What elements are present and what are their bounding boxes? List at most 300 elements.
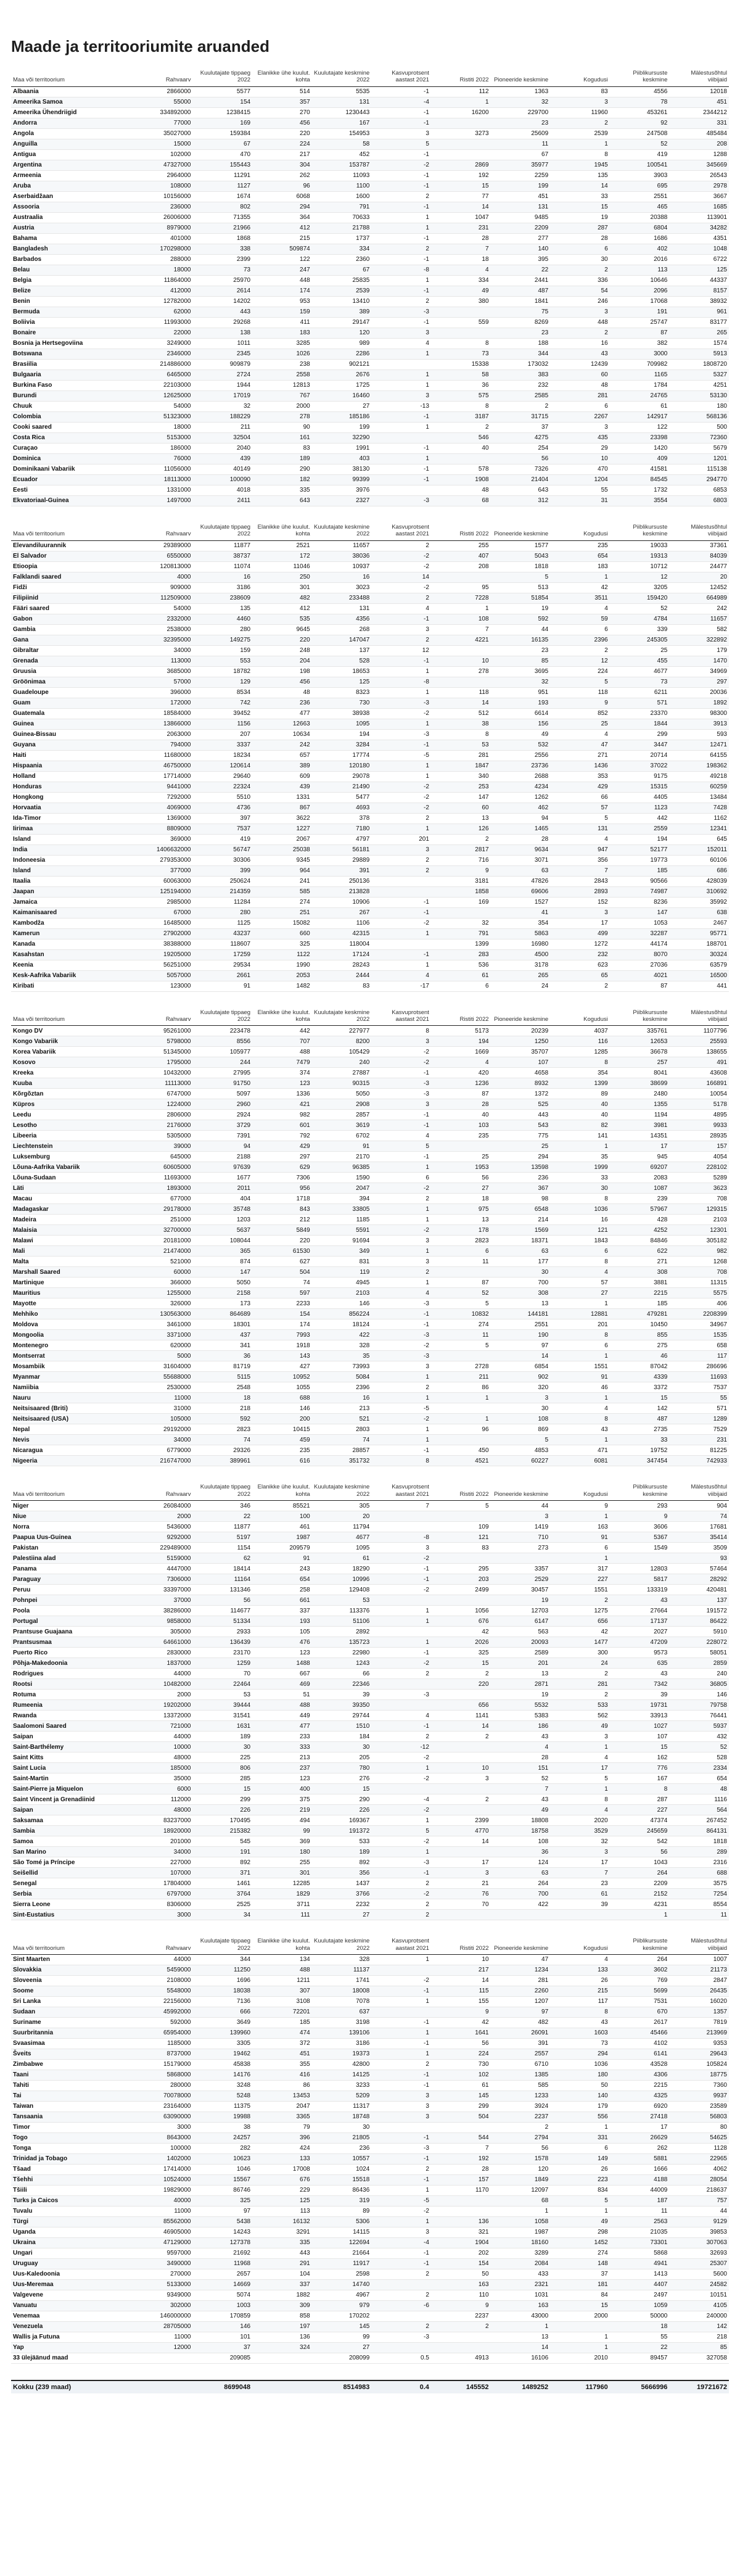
table-row xyxy=(11,1456,729,1466)
table-cell: 264 xyxy=(610,1954,670,1965)
table-cell: 1 xyxy=(371,1996,431,2007)
table-cell: 3 xyxy=(550,1847,610,1857)
table-cell: 2585 xyxy=(491,390,551,401)
table-cell: 8 xyxy=(610,1784,670,1794)
table-cell: 58 xyxy=(312,139,372,149)
table-cell: -3 xyxy=(371,1857,431,1868)
table-cell: 34967 xyxy=(669,1319,729,1330)
table-cell: 16 xyxy=(550,338,610,349)
table-cell: 3365 xyxy=(252,2112,312,2122)
total-cell: 8699048 xyxy=(192,2380,252,2393)
table-cell: 2866000 xyxy=(133,86,193,97)
table-cell: 1 xyxy=(371,960,431,970)
table-cell: 55688000 xyxy=(133,1372,193,1382)
table-cell: 37 xyxy=(550,2269,610,2279)
table-cell: 73 xyxy=(431,349,491,359)
table-cell: 3 xyxy=(371,2227,431,2237)
country-name: Türgi xyxy=(11,2216,133,2227)
table-cell: 104 xyxy=(252,2269,312,2279)
table-cell: 1 xyxy=(371,275,431,286)
table-cell: 25307 xyxy=(669,2258,729,2269)
header-row xyxy=(11,1482,729,1500)
table-cell: 462 xyxy=(491,803,551,813)
table-cell: 629 xyxy=(252,1162,312,1173)
table-cell: 412000 xyxy=(133,286,193,296)
table-cell: 3 xyxy=(550,97,610,107)
table-cell: 43237 xyxy=(192,928,252,939)
table-cell: 661 xyxy=(252,1595,312,1606)
table-cell xyxy=(431,907,491,918)
table-row xyxy=(11,803,729,813)
table-cell: 4693 xyxy=(312,803,372,813)
table-cell: -2 xyxy=(371,1585,431,1595)
table-cell: 2360 xyxy=(312,254,372,265)
table-cell: 1904 xyxy=(431,2237,491,2248)
table-cell: -2 xyxy=(371,708,431,719)
table-row xyxy=(11,656,729,666)
table-cell: 147 xyxy=(431,792,491,803)
table-cell: 23589 xyxy=(669,2101,729,2112)
table-cell: 219 xyxy=(252,1805,312,1815)
table-cell: 25 xyxy=(550,719,610,729)
table-cell: 147047 xyxy=(312,635,372,645)
table-cell: 8 xyxy=(550,1257,610,1267)
table-row xyxy=(11,593,729,603)
table-row xyxy=(11,1616,729,1627)
table-cell: 300 xyxy=(550,1648,610,1658)
table-cell: 5 xyxy=(550,1773,610,1784)
table-row xyxy=(11,1330,729,1340)
country-name: Assooria xyxy=(11,202,133,212)
table-cell: 2011 xyxy=(192,1183,252,1194)
table-cell: 2806000 xyxy=(133,1110,193,1120)
table-cell: 30306 xyxy=(192,855,252,865)
table-cell: 8534 xyxy=(192,687,252,698)
country-name: Sudaan xyxy=(11,2007,133,2017)
table-cell: 131 xyxy=(550,824,610,834)
table-cell: -2 xyxy=(371,803,431,813)
table-cell: 14 xyxy=(431,1721,491,1732)
table-cell: -2 xyxy=(371,1553,431,1564)
country-name: Bosnia ja Hertsegoviina xyxy=(11,338,133,349)
table-cell: -2 xyxy=(371,1773,431,1784)
table-cell: 20714 xyxy=(610,750,670,761)
table-cell: 456 xyxy=(252,677,312,687)
table-cell: 429 xyxy=(252,1141,312,1152)
table-cell: 61 xyxy=(431,970,491,981)
table-cell: 43528 xyxy=(610,2059,670,2070)
table-cell: 248 xyxy=(252,645,312,656)
table-cell: 11000 xyxy=(133,2206,193,2216)
country-name: Pakistan xyxy=(11,1543,133,1553)
table-cell: 1 xyxy=(371,1204,431,1215)
table-cell: 298 xyxy=(550,2227,610,2237)
table-cell: 99 xyxy=(252,1826,312,1836)
table-cell: 11375 xyxy=(192,2101,252,2112)
country-name: Bangladesh xyxy=(11,244,133,254)
table-cell: 5881 xyxy=(610,2153,670,2164)
table-cell: 2 xyxy=(550,1595,610,1606)
table-cell: 742933 xyxy=(669,1456,729,1466)
table-cell: 17714000 xyxy=(133,771,193,782)
table-cell: 1849 xyxy=(491,2174,551,2185)
table-cell: 116 xyxy=(550,1036,610,1047)
table-cell: 333 xyxy=(252,1742,312,1752)
table-row xyxy=(11,624,729,635)
table-cell: 2152 xyxy=(610,1889,670,1899)
table-cell: 13 xyxy=(491,1669,551,1679)
table-cell: 1043 xyxy=(610,1857,670,1868)
table-cell: 142 xyxy=(610,1403,670,1414)
table-cell: 66 xyxy=(312,1669,372,1679)
table-cell: 4221 xyxy=(431,635,491,645)
column-header: Ristiti 2022 xyxy=(431,1482,491,1500)
tables-container xyxy=(11,68,729,2364)
country-name: Moldova xyxy=(11,1319,133,1330)
table-cell: 5637 xyxy=(192,1225,252,1236)
header-row xyxy=(11,1936,729,1954)
table-row xyxy=(11,2216,729,2227)
table-cell: 8 xyxy=(431,338,491,349)
country-name: Ameerika Ühendriigid xyxy=(11,107,133,118)
table-cell: 5084 xyxy=(312,1372,372,1382)
table-cell: 4 xyxy=(491,1742,551,1752)
table-cell: 2 xyxy=(431,422,491,432)
table-cell: 1 xyxy=(371,824,431,834)
country-name: Belau xyxy=(11,265,133,275)
table-row xyxy=(11,380,729,390)
table-cell: 23 xyxy=(491,328,551,338)
table-cell: 283 xyxy=(431,949,491,960)
table-cell: 477 xyxy=(252,1721,312,1732)
table-row xyxy=(11,233,729,244)
table-cell: 8157 xyxy=(669,286,729,296)
table-cell: 95771 xyxy=(669,928,729,939)
table-cell: 1 xyxy=(371,761,431,771)
table-cell: 152 xyxy=(550,897,610,907)
table-cell: 146 xyxy=(312,1298,372,1309)
table-cell: 18000 xyxy=(133,265,193,275)
table-cell: 351732 xyxy=(312,1456,372,1466)
table-cell: 4 xyxy=(550,1954,610,1965)
table-cell: 117 xyxy=(669,1351,729,1361)
table-cell: 68 xyxy=(431,495,491,506)
country-name: Kongo Vabariik xyxy=(11,1036,133,1047)
header-row xyxy=(11,1008,729,1026)
country-name: São Tomé ja Príncipe xyxy=(11,1857,133,1868)
table-cell: 402 xyxy=(610,244,670,254)
table-cell: 757 xyxy=(669,2195,729,2206)
table-cell: 10524000 xyxy=(133,2174,193,2185)
table-cell: 3000 xyxy=(133,2122,193,2132)
table-cell: 68 xyxy=(491,2195,551,2206)
table-cell: 19033 xyxy=(610,540,670,551)
table-cell: 9129 xyxy=(669,2216,729,2227)
table-cell: 140 xyxy=(491,244,551,254)
table-cell: 174 xyxy=(252,286,312,296)
table-cell: 1289 xyxy=(669,1414,729,1424)
table-cell: 281 xyxy=(491,1975,551,1986)
column-header: Mälestusõhtul viibijaid xyxy=(669,68,729,86)
table-cell: 180 xyxy=(669,401,729,411)
table-cell: -2 xyxy=(371,782,431,792)
table-cell: 29389000 xyxy=(133,540,193,551)
table-cell: 2047 xyxy=(252,2101,312,2112)
table-cell: 2 xyxy=(371,296,431,307)
table-cell: 270 xyxy=(252,107,312,118)
table-cell: 1125 xyxy=(192,918,252,928)
table-cell: 979 xyxy=(312,2300,372,2311)
table-cell: 5306 xyxy=(312,2216,372,2227)
table-cell: 11917 xyxy=(312,2258,372,2269)
table-row xyxy=(11,1319,729,1330)
table-cell: 19829000 xyxy=(133,2185,193,2195)
column-header: Maa või territoorium xyxy=(11,1008,133,1026)
table-cell: 5197 xyxy=(192,1532,252,1543)
table-cell: 39444 xyxy=(192,1700,252,1711)
table-cell: 62 xyxy=(192,1553,252,1564)
table-cell: 7306000 xyxy=(133,1574,193,1585)
table-row xyxy=(11,1868,729,1878)
table-cell: 559 xyxy=(431,317,491,328)
table-cell: 4895 xyxy=(669,1110,729,1120)
table-cell: 238 xyxy=(252,359,312,369)
table-cell: 1107796 xyxy=(669,1026,729,1036)
table-cell: -1 xyxy=(371,2070,431,2080)
country-name: Tšaad xyxy=(11,2164,133,2174)
table-cell: 389961 xyxy=(192,1456,252,1466)
column-header: Kogudusi xyxy=(550,1482,610,1500)
table-cell: 173032 xyxy=(491,359,551,369)
table-row xyxy=(11,2185,729,2195)
table-cell: 297 xyxy=(669,677,729,687)
table-row xyxy=(11,897,729,907)
table-cell: 15 xyxy=(192,1784,252,1794)
table-cell: 2 xyxy=(431,1669,491,1679)
table-row xyxy=(11,1026,729,1036)
table-cell: 16 xyxy=(312,572,372,582)
table-cell: 44000 xyxy=(133,1954,193,1965)
table-cell xyxy=(431,307,491,317)
table-cell: 2010 xyxy=(550,2353,610,2363)
table-cell: 38737 xyxy=(192,551,252,561)
country-name: Mosambiik xyxy=(11,1361,133,1372)
table-cell: 1465 xyxy=(491,824,551,834)
country-name: Trinidad ja Tobago xyxy=(11,2153,133,2164)
table-cell: -2 xyxy=(371,792,431,803)
table-cell: 34282 xyxy=(669,223,729,233)
table-cell: 660 xyxy=(252,928,312,939)
table-cell: 8556 xyxy=(192,1036,252,1047)
table-row xyxy=(11,614,729,624)
table-cell: 2 xyxy=(371,2164,431,2174)
country-name: Itaalia xyxy=(11,876,133,886)
table-cell: 35 xyxy=(312,1351,372,1361)
table-cell: 264 xyxy=(610,1868,670,1878)
table-cell: 100541 xyxy=(610,160,670,170)
table-cell: 4339 xyxy=(610,1372,670,1382)
table-cell: 5 xyxy=(431,1298,491,1309)
table-cell: 1100 xyxy=(312,181,372,191)
table-cell: 791 xyxy=(312,202,372,212)
table-cell: 10937 xyxy=(312,561,372,572)
country-name: Namiibia xyxy=(11,1382,133,1393)
table-cell: 1641 xyxy=(431,2028,491,2038)
country-table xyxy=(11,68,729,506)
table-cell: 456 xyxy=(252,118,312,128)
table-cell: 3 xyxy=(371,1543,431,1553)
table-cell: 656 xyxy=(550,1616,610,1627)
table-cell: 166891 xyxy=(669,1078,729,1089)
table-row xyxy=(11,1152,729,1162)
table-cell: 51323000 xyxy=(133,411,193,422)
table-cell: 1234 xyxy=(491,1965,551,1975)
table-row xyxy=(11,540,729,551)
table-cell: 367 xyxy=(491,1183,551,1194)
table-cell: -1 xyxy=(371,2038,431,2049)
table-cell: -3 xyxy=(371,495,431,506)
table-cell: 179 xyxy=(669,645,729,656)
table-cell: 491 xyxy=(669,1057,729,1068)
country-name: Uganda xyxy=(11,2227,133,2237)
table-cell: 643 xyxy=(491,485,551,495)
table-cell: 96 xyxy=(431,1424,491,1435)
table-cell: 226 xyxy=(192,1805,252,1815)
table-cell: 623 xyxy=(550,960,610,970)
table-cell: 1436 xyxy=(550,761,610,771)
table-cell: 4251 xyxy=(669,380,729,390)
table-cell: 30 xyxy=(550,1183,610,1194)
table-cell: 90 xyxy=(252,422,312,432)
country-name: Niue xyxy=(11,1511,133,1522)
table-cell: 15000 xyxy=(133,139,193,149)
table-cell: 276 xyxy=(312,1773,372,1784)
table-cell: 25609 xyxy=(491,128,551,139)
table-cell: 15179000 xyxy=(133,2059,193,2070)
table-cell: 2215 xyxy=(610,1288,670,1298)
table-cell: 20239 xyxy=(491,1026,551,1036)
table-cell: 1 xyxy=(431,603,491,614)
table-row xyxy=(11,1954,729,1965)
table-cell: 2 xyxy=(371,2321,431,2332)
table-cell: 4556 xyxy=(610,86,670,97)
table-cell xyxy=(371,2279,431,2290)
country-name: Ukraina xyxy=(11,2237,133,2248)
table-cell: 1128 xyxy=(669,2143,729,2153)
table-cell: 308 xyxy=(491,1288,551,1298)
table-row xyxy=(11,1036,729,1047)
table-cell: 189 xyxy=(192,1732,252,1742)
table-cell: 3 xyxy=(550,307,610,317)
table-cell: 135723 xyxy=(312,1637,372,1648)
table-cell: 2497 xyxy=(610,2290,670,2300)
table-cell: 36 xyxy=(491,1847,551,1857)
country-name: Küpros xyxy=(11,1099,133,1110)
table-row xyxy=(11,464,729,474)
table-row xyxy=(11,139,729,149)
table-cell: 17 xyxy=(431,1857,491,1868)
country-name: Brasiilia xyxy=(11,359,133,369)
table-cell: 476 xyxy=(252,1637,312,1648)
table-cell: 4000 xyxy=(133,572,193,582)
table-cell: 25835 xyxy=(312,275,372,286)
table-row xyxy=(11,1278,729,1288)
table-cell: 58 xyxy=(431,369,491,380)
table-cell: 15338 xyxy=(431,359,491,369)
table-cell: 79 xyxy=(252,2122,312,2132)
table-cell: 5 xyxy=(431,1340,491,1351)
table-cell: 6465000 xyxy=(133,369,193,380)
table-cell: 109 xyxy=(431,1522,491,1532)
table-cell: 31541 xyxy=(192,1711,252,1721)
country-name: Barbados xyxy=(11,254,133,265)
table-cell: 107 xyxy=(491,1057,551,1068)
table-cell: 180 xyxy=(252,1847,312,1857)
table-row xyxy=(11,1236,729,1246)
table-cell: 229 xyxy=(252,2185,312,2195)
table-cell: 1 xyxy=(371,1954,431,1965)
table-cell: 13453 xyxy=(252,2091,312,2101)
country-name: Yap xyxy=(11,2342,133,2353)
country-name: Saipan xyxy=(11,1732,133,1742)
table-cell: 154 xyxy=(192,97,252,107)
table-cell: 123 xyxy=(252,1648,312,1658)
table-cell: 532 xyxy=(491,740,551,750)
table-row xyxy=(11,1752,729,1763)
table-cell: 1 xyxy=(371,1847,431,1857)
table-cell: 22 xyxy=(192,1511,252,1522)
table-cell: 1162 xyxy=(669,813,729,824)
table-cell: 3685000 xyxy=(133,666,193,677)
table-cell: 56251000 xyxy=(133,960,193,970)
table-cell: 3924 xyxy=(491,2101,551,2112)
table-cell: 544 xyxy=(431,2132,491,2143)
table-cell: 3 xyxy=(431,1868,491,1878)
table-cell: 5699 xyxy=(610,1986,670,1996)
table-row xyxy=(11,1204,729,1215)
table-cell: 35027000 xyxy=(133,128,193,139)
table-cell: 2103 xyxy=(312,1288,372,1298)
table-cell: 1 xyxy=(371,771,431,782)
table-cell: 31000 xyxy=(133,1403,193,1414)
table-cell xyxy=(431,1141,491,1152)
table-cell xyxy=(431,1847,491,1857)
table-cell: 3273 xyxy=(431,128,491,139)
table-cell: 2103 xyxy=(669,1215,729,1225)
table-cell: 15315 xyxy=(610,782,670,792)
table-cell: 1 xyxy=(371,2216,431,2227)
table-cell: 48 xyxy=(550,380,610,390)
table-cell: 459 xyxy=(252,1435,312,1445)
country-name: Seišellid xyxy=(11,1868,133,1878)
column-header: Mälestusõhtul viibijaid xyxy=(669,1008,729,1026)
table-cell: 3249000 xyxy=(133,338,193,349)
table-cell: 2843 xyxy=(550,876,610,886)
table-cell: -3 xyxy=(371,2143,431,2153)
table-cell: 38 xyxy=(431,719,491,729)
table-cell: 11317 xyxy=(312,2101,372,2112)
table-cell: 2823 xyxy=(431,1236,491,1246)
table-cell: 211 xyxy=(431,1372,491,1382)
country-name: Gibraltar xyxy=(11,645,133,656)
table-cell: 513 xyxy=(491,582,551,593)
table-cell: 146 xyxy=(192,2321,252,2332)
table-cell: 4 xyxy=(371,1131,431,1141)
table-cell: 1452 xyxy=(550,2237,610,2248)
table-cell xyxy=(133,2353,193,2363)
table-cell: 1211 xyxy=(252,1975,312,1986)
table-cell: 2344212 xyxy=(669,107,729,118)
